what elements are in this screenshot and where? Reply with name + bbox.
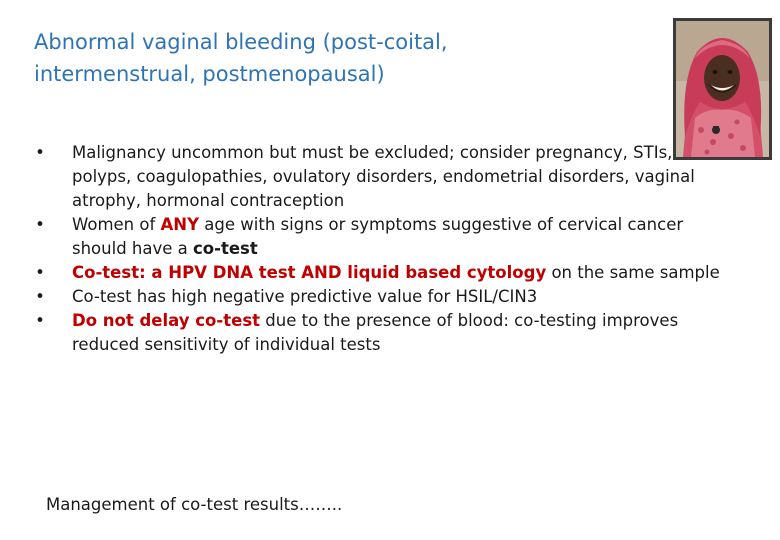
bullet-list: [32, 141, 732, 357]
bullet-item-do-not-delay: [32, 309, 732, 357]
bullet-text: Co-test has high negative predictive value for HSIL/CIN3: [72, 287, 538, 306]
bullet-emphasis-co-test: co-test: [193, 239, 258, 258]
slide-title: [34, 26, 634, 90]
bullet-item-differential: [32, 141, 732, 213]
bullet-dot: •: [35, 215, 45, 234]
bullet-item-any-age: [32, 213, 732, 261]
bullet-text: Malignancy uncommon but must be excluded; consider pregnancy, STIs, polyps, coagulopathies, ovulatory disorders, endometrial disorders, vaginal atrophy, hormonal contraception: [72, 143, 695, 210]
slide-title-line-2: intermenstrual, postmenopausal): [34, 62, 385, 86]
bullet-emphasis-do-not-delay: Do not delay co-test: [72, 311, 261, 330]
bullet-text: on the same sample: [546, 263, 720, 282]
bullet-text: Women of: [72, 215, 161, 234]
bullet-item-npv: [32, 285, 732, 309]
bullet-item-co-test-definition: [32, 261, 732, 285]
management-text: Management of co-test results……..: [46, 495, 343, 514]
bullet-dot: •: [35, 143, 45, 162]
bullet-emphasis-co-test-definition: Co-test: a HPV DNA test AND liquid based cytology: [72, 263, 547, 282]
bullet-text: due to the presence of blood: co-testing improves reduced sensitivity of individual tests: [72, 311, 679, 354]
slide-title-line-1: Abnormal vaginal bleeding (post-coital,: [34, 30, 448, 54]
bullet-dot: •: [35, 311, 45, 330]
bullet-emphasis-any: ANY: [160, 215, 200, 234]
woman-in-headscarf-photo: [673, 18, 772, 160]
bullet-dot: •: [35, 287, 45, 306]
bullet-dot: •: [35, 263, 45, 282]
bullet-text: age with signs or symptoms suggestive of cervical cancer should have a: [72, 215, 684, 258]
